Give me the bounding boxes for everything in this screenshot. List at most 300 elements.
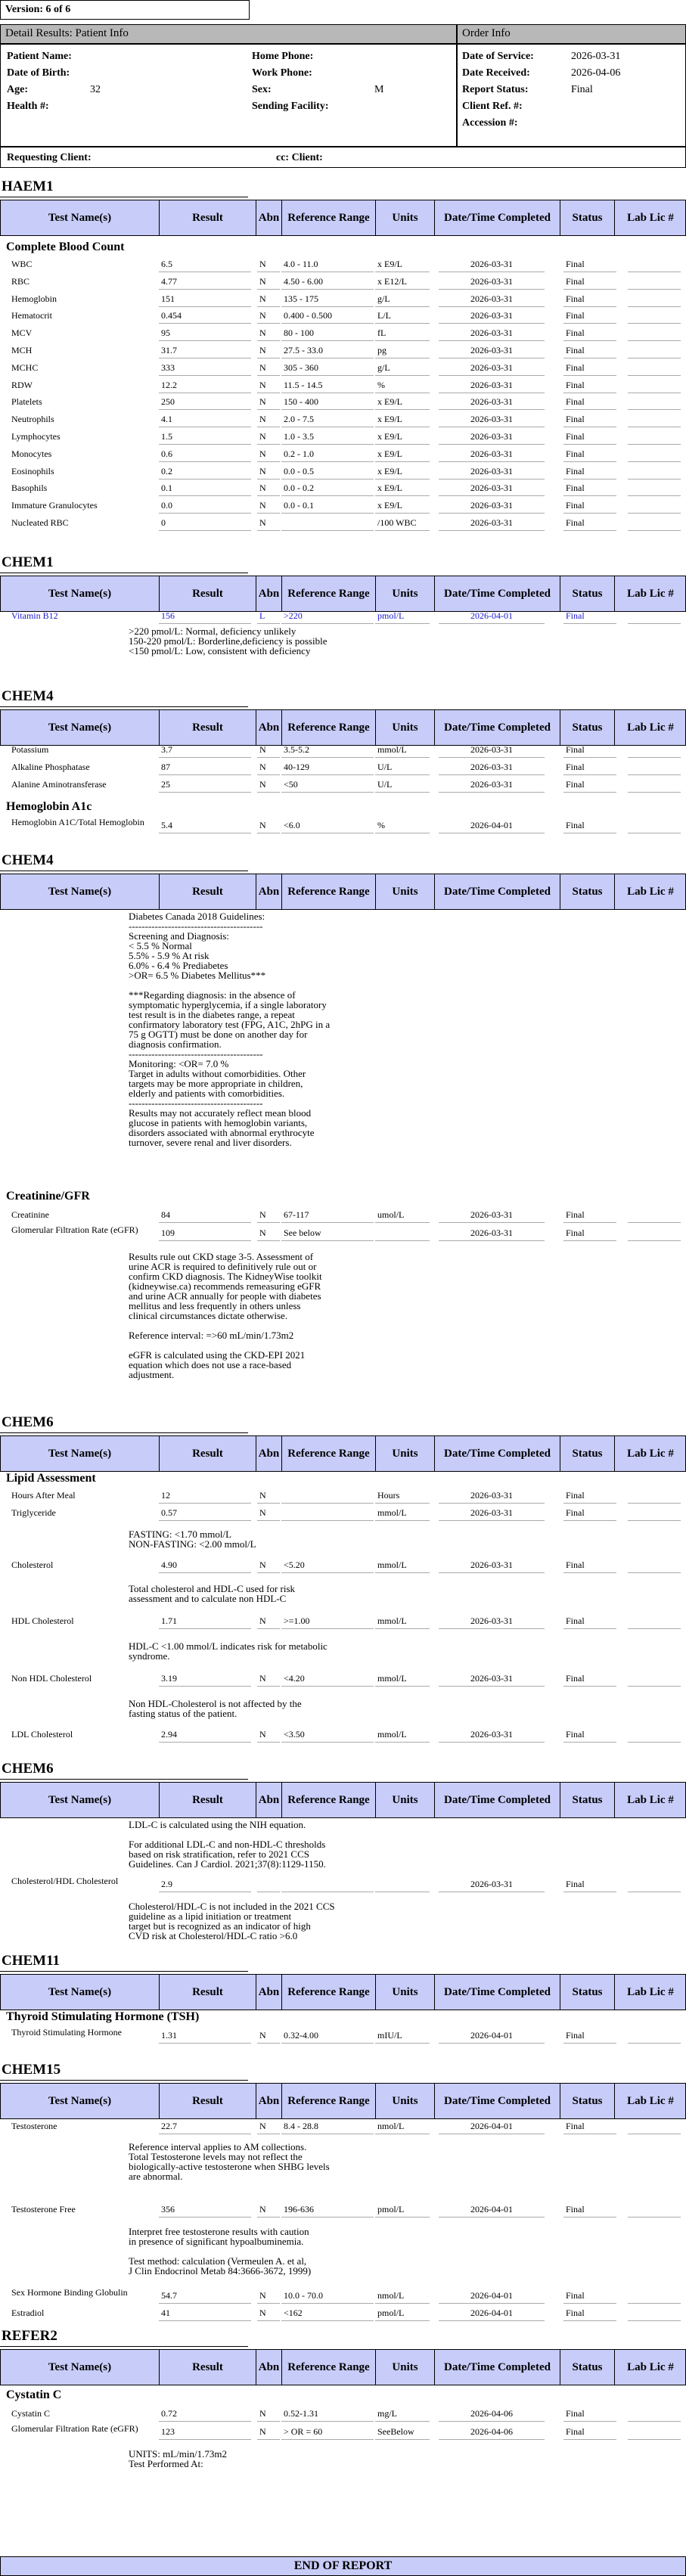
result-value: 87	[159, 759, 251, 775]
result-value: 2.9	[159, 1876, 251, 1892]
abn-flag: N	[257, 2405, 280, 2422]
result-value: 0.6	[159, 445, 251, 462]
sex-value: M	[374, 84, 384, 95]
col-abn: Abn	[256, 1436, 282, 1471]
result-value: 0.2	[159, 463, 251, 480]
test-name: Creatinine	[11, 1209, 49, 1220]
column-header-haem1	[0, 200, 686, 236]
abn-flag: N	[257, 273, 280, 290]
result-row	[0, 411, 686, 427]
result-row	[0, 1206, 686, 1223]
date-completed: 2026-03-31	[439, 342, 545, 358]
result-value: 84	[159, 1206, 251, 1223]
units	[375, 1876, 430, 1892]
test-name: Glomerular Filtration Rate (eGFR)	[11, 1224, 138, 1235]
abn-flag: N	[257, 411, 280, 427]
col-ref: Reference Range	[282, 1975, 376, 2010]
lab-license	[628, 393, 681, 410]
col-ref: Reference Range	[282, 710, 376, 745]
result-row	[0, 342, 686, 358]
reference-range: <4.20	[281, 1670, 374, 1687]
lab-license	[628, 2304, 681, 2321]
end-of-report: END OF REPORT	[0, 2556, 686, 2576]
reference-range	[281, 1504, 374, 1521]
status: Final	[563, 445, 616, 462]
reference-range: >=1.00	[281, 1612, 374, 1629]
lab-license	[628, 1504, 681, 1521]
test-name: Testosterone	[11, 2121, 57, 2131]
result-row	[0, 2405, 686, 2422]
reference-range: 305 - 360	[281, 359, 374, 376]
col-status: Status	[560, 200, 615, 235]
result-value: 356	[159, 2201, 251, 2218]
patient-info-title: Detail Results: Patient Info	[0, 24, 457, 44]
col-lab: Lab Lic #	[615, 1783, 686, 1817]
test-name: RBC	[11, 275, 30, 287]
units: mIU/L	[375, 2027, 430, 2044]
reference-range: 11.5 - 14.5	[281, 377, 374, 393]
result-row	[0, 445, 686, 462]
status: Final	[563, 497, 616, 514]
result-value: 333	[159, 359, 251, 376]
abn-flag: N	[257, 1612, 280, 1629]
result-row	[0, 359, 686, 376]
col-units: Units	[376, 1975, 435, 2010]
result-row	[0, 1670, 686, 1687]
result-value: 6.5	[159, 256, 251, 272]
section-rule-chem6a	[0, 1432, 248, 1433]
status: Final	[563, 480, 616, 496]
test-name: Basophils	[11, 483, 48, 494]
reference-range: 4.50 - 6.00	[281, 273, 374, 290]
date-completed: 2026-03-31	[439, 307, 545, 324]
reference-range: 2.0 - 7.5	[281, 411, 374, 427]
date-completed: 2026-03-31	[439, 377, 545, 393]
reference-range	[281, 514, 374, 531]
result-row	[0, 324, 686, 341]
result-row	[0, 607, 686, 624]
status: Final	[563, 2027, 616, 2044]
result-value: 12.2	[159, 377, 251, 393]
lab-license	[628, 741, 681, 758]
reference-range: 0.52-1.31	[281, 2405, 374, 2422]
status: Final	[563, 2118, 616, 2134]
date-completed: 2026-04-01	[439, 2027, 545, 2044]
lab-license	[628, 2201, 681, 2218]
result-row	[0, 2287, 686, 2304]
col-date: Date/Time Completed	[435, 1975, 560, 2010]
lab-license	[628, 1556, 681, 1573]
lab-license	[628, 607, 681, 624]
result-row	[0, 480, 686, 496]
reference-range: >220	[281, 607, 374, 624]
status: Final	[563, 2423, 616, 2440]
result-value: 4.1	[159, 411, 251, 427]
result-row	[0, 1876, 686, 1892]
reference-range: <50	[281, 776, 374, 793]
egfr-note: Results rule out CKD stage 3-5. Assessment of urine ACR is required to definitively rule out or confirm CKD diagnosis. The KidneyWise toolkit (kidneywise.ca) recommends remeasuring eGFR and urine ACR annually for people with diabetes mellitus and less frequently in others unless clinical circumstances dictate otherwise. Reference interval: =>60 mL/min/1.73m2 eGFR is calculated using the CKD-EPI 2021 equation which does not use a race-based adjustment.	[129, 1251, 322, 1380]
units: %	[375, 377, 430, 393]
reference-range: 0.400 - 0.500	[281, 307, 374, 324]
lab-license	[628, 324, 681, 341]
units: SeeBelow	[375, 2423, 430, 2440]
ldl-note: LDL-C is calculated using the NIH equation. For additional LDL-C and non-HDL-C thresholds based on risk stratification, refer to 2021 CCS Guidelines. Can J Cardiol. 2021;37(8):1129-1150.	[129, 1819, 326, 1870]
units: pmol/L	[375, 2201, 430, 2218]
col-test: Test Name(s)	[1, 874, 160, 909]
lab-license	[628, 2287, 681, 2304]
units: x E9/L	[375, 256, 430, 272]
lab-license	[628, 817, 681, 833]
result-row	[0, 2027, 686, 2044]
col-result: Result	[160, 2350, 256, 2385]
lab-license	[628, 514, 681, 531]
status: Final	[563, 463, 616, 480]
cholesterol-note: Total cholesterol and HDL-C used for risk assessment and to calculate non HDL-C	[129, 1583, 296, 1604]
cc-client-label: cc: Client:	[276, 152, 323, 163]
result-value: 0	[159, 514, 251, 531]
work-phone-label: Work Phone:	[252, 67, 312, 79]
result-value: 12	[159, 1487, 251, 1504]
reference-range: 196-636	[281, 2201, 374, 2218]
result-row	[0, 393, 686, 410]
test-name: Estradiol	[11, 2307, 45, 2318]
test-name: Cholesterol	[11, 1560, 54, 1570]
abn-flag: N	[257, 1224, 280, 1241]
section-rule-chem4a	[0, 706, 248, 707]
lab-license	[628, 2405, 681, 2422]
date-completed: 2026-03-31	[439, 1487, 545, 1504]
col-ref: Reference Range	[282, 874, 376, 909]
reference-range: 135 - 175	[281, 290, 374, 307]
col-test: Test Name(s)	[1, 1436, 160, 1471]
date-completed: 2026-04-01	[439, 2118, 545, 2134]
col-result: Result	[160, 710, 256, 745]
test-name: Alkaline Phosphatase	[11, 761, 90, 772]
non-hdl-note: Non HDL-Cholesterol is not affected by the fasting status of the patient.	[129, 1698, 302, 1719]
group-title-creat: Creatinine/GFR	[6, 1190, 90, 1203]
abn-flag: N	[257, 2287, 280, 2304]
date-completed: 2026-03-31	[439, 1504, 545, 1521]
dob-label: Date of Birth:	[7, 67, 70, 79]
group-title-a1c: Hemoglobin A1c	[6, 800, 92, 813]
status: Final	[563, 817, 616, 833]
units: x E9/L	[375, 480, 430, 496]
date-completed: 2026-03-31	[439, 1206, 545, 1223]
date-completed: 2026-03-31	[439, 497, 545, 514]
date-completed: 2026-03-31	[439, 256, 545, 272]
lab-license	[628, 2027, 681, 2044]
reference-range: 4.0 - 11.0	[281, 256, 374, 272]
units: x E9/L	[375, 428, 430, 445]
date-completed: 2026-03-31	[439, 1670, 545, 1687]
test-name: Testosterone Free	[11, 2204, 76, 2214]
units: /100 WBC	[375, 514, 430, 531]
lab-license	[628, 2423, 681, 2440]
lab-license	[628, 307, 681, 324]
lab-license	[628, 759, 681, 775]
reference-range: 27.5 - 33.0	[281, 342, 374, 358]
abn-flag: N	[257, 377, 280, 393]
status: Final	[563, 273, 616, 290]
lab-license	[628, 428, 681, 445]
result-row	[0, 377, 686, 393]
test-name: WBC	[11, 259, 33, 269]
section-title-chem11: CHEM11	[2, 1953, 61, 1969]
lab-license	[628, 359, 681, 376]
abn-flag: N	[257, 290, 280, 307]
date-completed: 2026-04-01	[439, 817, 545, 833]
lab-license	[628, 1206, 681, 1223]
lab-license	[628, 445, 681, 462]
section-title-chem6b: CHEM6	[2, 1761, 54, 1777]
triglyceride-note: FASTING: <1.70 mmol/L NON-FASTING: <2.00 mmol/L	[129, 1529, 256, 1550]
units: x E9/L	[375, 411, 430, 427]
lab-license	[628, 776, 681, 793]
col-abn: Abn	[256, 2350, 282, 2385]
test-name: Eosinophils	[11, 465, 54, 476]
result-value: 31.7	[159, 342, 251, 358]
status: Final	[563, 393, 616, 410]
test-name: Triglyceride	[11, 1507, 56, 1518]
reference-range: 67-117	[281, 1206, 374, 1223]
status: Final	[563, 359, 616, 376]
test-name: MCH	[11, 345, 33, 355]
abn-flag: N	[257, 2304, 280, 2321]
units: g/L	[375, 290, 430, 307]
abn-flag: N	[257, 428, 280, 445]
abn-flag: N	[257, 256, 280, 272]
group-title-cystatin: Cystatin C	[6, 2388, 62, 2401]
abn-flag: N	[257, 2201, 280, 2218]
age-label: Age:	[7, 84, 28, 95]
result-value: 54.7	[159, 2287, 251, 2304]
health-label: Health #:	[7, 101, 49, 112]
reference-range: 0.2 - 1.0	[281, 445, 374, 462]
reference-range: 8.4 - 28.8	[281, 2118, 374, 2134]
col-units: Units	[376, 200, 435, 235]
col-units: Units	[376, 2350, 435, 2385]
date-completed: 2026-03-31	[439, 1224, 545, 1241]
status: Final	[563, 342, 616, 358]
lab-license	[628, 411, 681, 427]
status: Final	[563, 607, 616, 624]
units: x E9/L	[375, 463, 430, 480]
lab-license	[628, 480, 681, 496]
reference-range	[281, 1487, 374, 1504]
col-test: Test Name(s)	[1, 2084, 160, 2118]
result-row	[0, 2423, 686, 2440]
result-row	[0, 1504, 686, 1521]
abn-flag: N	[257, 445, 280, 462]
col-test: Test Name(s)	[1, 200, 160, 235]
lab-license	[628, 1487, 681, 1504]
result-value: 123	[159, 2423, 251, 2440]
col-abn: Abn	[256, 710, 282, 745]
col-abn: Abn	[256, 2084, 282, 2118]
section-rule-refer2	[0, 2346, 248, 2347]
test-name: Hours After Meal	[11, 1490, 76, 1501]
section-title-chem4b: CHEM4	[2, 852, 54, 868]
abn-flag: N	[257, 759, 280, 775]
status: Final	[563, 2201, 616, 2218]
col-ref: Reference Range	[282, 2350, 376, 2385]
reference-range: 80 - 100	[281, 324, 374, 341]
col-lab: Lab Lic #	[615, 2084, 686, 2118]
result-value: 3.19	[159, 1670, 251, 1687]
column-header-chem11	[0, 1974, 686, 2010]
date-completed: 2026-03-31	[439, 1612, 545, 1629]
test-name: Hemoglobin	[11, 293, 57, 304]
result-row	[0, 759, 686, 775]
abn-flag	[257, 1876, 280, 1892]
units: L/L	[375, 307, 430, 324]
col-date: Date/Time Completed	[435, 2350, 560, 2385]
result-row	[0, 463, 686, 480]
col-date: Date/Time Completed	[435, 576, 560, 611]
abn-flag: N	[257, 2027, 280, 2044]
lab-license	[628, 1876, 681, 1892]
date-completed: 2026-03-31	[439, 273, 545, 290]
result-value: 1.5	[159, 428, 251, 445]
report-status-label: Report Status:	[462, 84, 529, 95]
col-status: Status	[560, 1436, 615, 1471]
age-value: 32	[90, 84, 101, 95]
col-ref: Reference Range	[282, 2084, 376, 2118]
col-status: Status	[560, 576, 615, 611]
units: pg	[375, 342, 430, 358]
result-row	[0, 1612, 686, 1629]
date-completed: 2026-03-31	[439, 741, 545, 758]
section-title-chem6a: CHEM6	[2, 1414, 54, 1430]
abn-flag: N	[257, 342, 280, 358]
section-rule-chem6b	[0, 1779, 248, 1780]
abn-flag: N	[257, 324, 280, 341]
date-completed: 2026-03-31	[439, 759, 545, 775]
col-lab: Lab Lic #	[615, 710, 686, 745]
status: Final	[563, 1876, 616, 1892]
test-name: Nucleated RBC	[11, 517, 69, 528]
units: umol/L	[375, 1206, 430, 1223]
col-units: Units	[376, 1436, 435, 1471]
result-value: 156	[159, 607, 251, 624]
lab-license	[628, 290, 681, 307]
units: nmol/L	[375, 2118, 430, 2134]
result-value: 22.7	[159, 2118, 251, 2134]
abn-flag: N	[257, 480, 280, 496]
accession-label: Accession #:	[462, 117, 518, 129]
version-label: Version: 6 of 6	[0, 0, 250, 20]
result-value: 4.77	[159, 273, 251, 290]
result-row	[0, 1556, 686, 1573]
test-name: MCHC	[11, 362, 39, 373]
col-lab: Lab Lic #	[615, 1436, 686, 1471]
units: g/L	[375, 359, 430, 376]
column-header-chem4a	[0, 709, 686, 746]
units: mmol/L	[375, 741, 430, 758]
status: Final	[563, 514, 616, 531]
test-name: Non HDL Cholesterol	[11, 1673, 92, 1684]
test-name: Vitamin B12	[11, 610, 58, 621]
reference-range: <3.50	[281, 1726, 374, 1743]
date-completed: 2026-04-01	[439, 607, 545, 624]
col-result: Result	[160, 2084, 256, 2118]
result-row	[0, 1487, 686, 1504]
result-value: 1.31	[159, 2027, 251, 2044]
result-value: 25	[159, 776, 251, 793]
col-result: Result	[160, 1783, 256, 1817]
col-test: Test Name(s)	[1, 2350, 160, 2385]
units: mmol/L	[375, 1670, 430, 1687]
status: Final	[563, 377, 616, 393]
reference-range: 0.0 - 0.2	[281, 480, 374, 496]
test-name: Sex Hormone Binding Globulin	[11, 2287, 128, 2298]
col-ref: Reference Range	[282, 200, 376, 235]
result-row	[0, 817, 686, 833]
result-value: 250	[159, 393, 251, 410]
reference-range: > OR = 60	[281, 2423, 374, 2440]
units: x E9/L	[375, 393, 430, 410]
status: Final	[563, 2304, 616, 2321]
status: Final	[563, 1504, 616, 1521]
lab-license	[628, 1612, 681, 1629]
col-abn: Abn	[256, 1783, 282, 1817]
column-header-chem4b	[0, 874, 686, 910]
date-completed: 2026-03-31	[439, 428, 545, 445]
result-row	[0, 776, 686, 793]
col-date: Date/Time Completed	[435, 1783, 560, 1817]
col-date: Date/Time Completed	[435, 200, 560, 235]
cystatin-note: UNITS: mL/min/1.73m2 Test Performed At:	[129, 2448, 227, 2469]
test-name: Hemoglobin A1C/Total Hemoglobin	[11, 817, 144, 827]
order-info-title: Order Info	[457, 24, 686, 44]
test-name: HDL Cholesterol	[11, 1615, 74, 1626]
result-row	[0, 273, 686, 290]
date-completed: 2026-03-31	[439, 324, 545, 341]
result-value: 109	[159, 1224, 251, 1241]
col-date: Date/Time Completed	[435, 710, 560, 745]
abn-flag: N	[257, 463, 280, 480]
date-completed: 2026-03-31	[439, 359, 545, 376]
status: Final	[563, 411, 616, 427]
sex-label: Sex:	[252, 84, 272, 95]
date-completed: 2026-03-31	[439, 445, 545, 462]
received-value: 2026-04-06	[571, 67, 621, 79]
abn-flag: N	[257, 393, 280, 410]
col-date: Date/Time Completed	[435, 1436, 560, 1471]
reference-range: <5.20	[281, 1556, 374, 1573]
result-value: 0.57	[159, 1504, 251, 1521]
abn-flag: N	[257, 1726, 280, 1743]
group-title-tsh: Thyroid Stimulating Hormone (TSH)	[6, 2010, 200, 2023]
col-test: Test Name(s)	[1, 710, 160, 745]
dos-value: 2026-03-31	[571, 51, 621, 62]
status: Final	[563, 428, 616, 445]
result-value: 4.90	[159, 1556, 251, 1573]
date-completed: 2026-03-31	[439, 290, 545, 307]
col-units: Units	[376, 710, 435, 745]
test-name: Lymphocytes	[11, 431, 61, 442]
date-completed: 2026-04-06	[439, 2405, 545, 2422]
report-status-value: Final	[571, 84, 593, 95]
result-value: 95	[159, 324, 251, 341]
result-value: 0.454	[159, 307, 251, 324]
date-completed: 2026-03-31	[439, 776, 545, 793]
status: Final	[563, 1224, 616, 1241]
group-title-lipid: Lipid Assessment	[6, 1472, 96, 1485]
col-date: Date/Time Completed	[435, 874, 560, 909]
result-row	[0, 2118, 686, 2134]
test-name: Neutrophils	[11, 414, 54, 425]
